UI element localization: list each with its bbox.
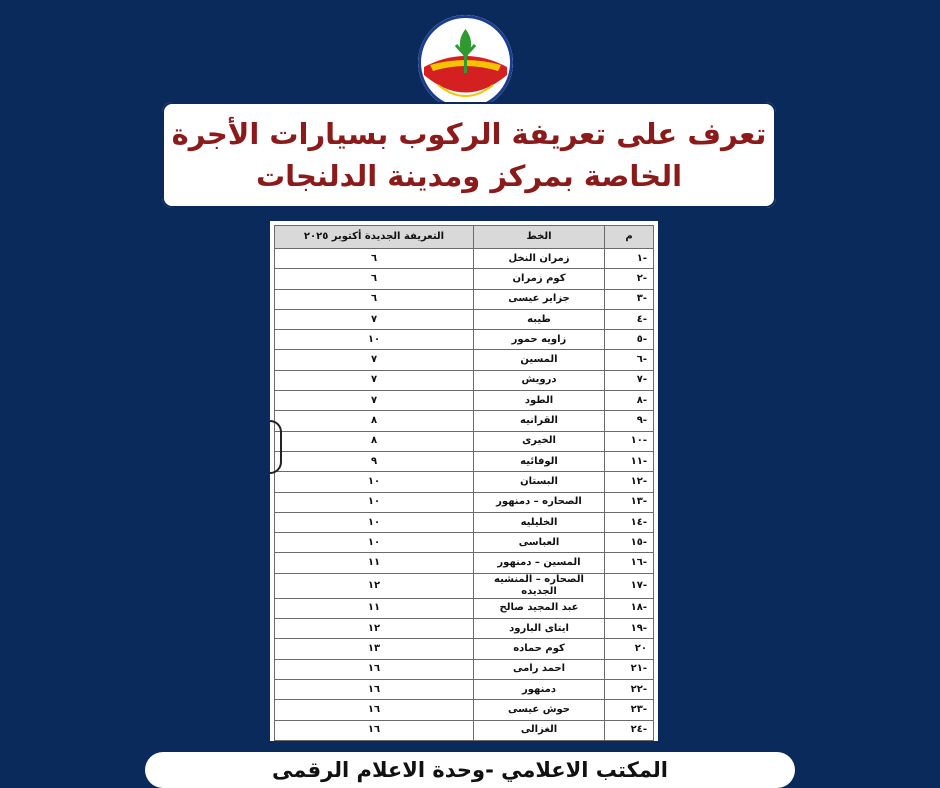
row-fare: ١١ (275, 598, 474, 618)
row-fare: ٧ (275, 350, 474, 370)
row-route: كوم زمران (474, 269, 605, 289)
table-row (275, 720, 654, 740)
table-row (275, 269, 654, 289)
row-route: الخليليه (474, 512, 605, 532)
fare-table-body (275, 249, 654, 741)
row-number: -١٢ (605, 472, 654, 492)
row-number: -١٣ (605, 492, 654, 512)
footer-bar (145, 752, 795, 788)
row-fare: ١٠ (275, 330, 474, 350)
row-number: -٣ (605, 289, 654, 309)
fare-table (274, 225, 654, 741)
table-row (275, 249, 654, 269)
row-number: -١٥ (605, 533, 654, 553)
row-fare: ١٠ (275, 472, 474, 492)
row-route: زاويه حمور (474, 330, 605, 350)
table-header-row (275, 226, 654, 249)
footer-text: المكتب الاعلامي -وحدة الاعلام الرقمى (272, 758, 668, 782)
row-number: ٢٠ (605, 639, 654, 659)
row-fare: ٦ (275, 269, 474, 289)
row-number: -١٤ (605, 512, 654, 532)
table-row (275, 679, 654, 699)
row-fare: ٨ (275, 431, 474, 451)
row-route: ايتاى البارود (474, 619, 605, 639)
row-route: الخيرى (474, 431, 605, 451)
row-number: -٢١ (605, 659, 654, 679)
row-route: العباسى (474, 533, 605, 553)
row-route: المسين – دمنهور (474, 553, 605, 573)
row-route: الصحاره – المنشيه الجديده (474, 573, 605, 598)
row-route: زمران النخل (474, 249, 605, 269)
row-number: -٢٢ (605, 679, 654, 699)
table-row (275, 553, 654, 573)
title-line-2: الخاصة بمركز ومدينة الدلنجات (255, 159, 683, 193)
row-number: -٦ (605, 350, 654, 370)
row-route: كوم حماده (474, 639, 605, 659)
page-binder-mark (270, 420, 282, 474)
row-number: -٢ (605, 269, 654, 289)
table-row (275, 370, 654, 390)
row-number: -١١ (605, 451, 654, 471)
fare-document-sheet (270, 221, 658, 741)
row-route: احمد رامى (474, 659, 605, 679)
header-fare: التعريفة الجديدة أكتوبر ٢٠٢٥ (275, 226, 474, 249)
row-fare: ١٣ (275, 639, 474, 659)
row-fare: ٩ (275, 451, 474, 471)
row-fare: ٨ (275, 411, 474, 431)
table-row (275, 598, 654, 618)
row-number: -١ (605, 249, 654, 269)
logo-emblem-icon (418, 15, 513, 110)
row-route: دمنهور (474, 679, 605, 699)
row-fare: ١٦ (275, 659, 474, 679)
row-number: -١٧ (605, 573, 654, 598)
row-fare: ٧ (275, 370, 474, 390)
row-number: -٧ (605, 370, 654, 390)
table-row (275, 659, 654, 679)
row-fare: ١٦ (275, 720, 474, 740)
table-row (275, 472, 654, 492)
row-route: طيبه (474, 309, 605, 329)
row-number: -١٠ (605, 431, 654, 451)
row-fare: ١٠ (275, 533, 474, 553)
table-row (275, 309, 654, 329)
row-number: -٢٣ (605, 700, 654, 720)
table-row (275, 350, 654, 370)
row-route: القرانيه (474, 411, 605, 431)
table-row (275, 533, 654, 553)
row-number: -٤ (605, 309, 654, 329)
header-route: الخط (474, 226, 605, 249)
row-fare: ١٠ (275, 492, 474, 512)
row-route: الغزالى (474, 720, 605, 740)
row-route: حوش عيسى (474, 700, 605, 720)
row-number: -١٩ (605, 619, 654, 639)
row-fare: ١٦ (275, 679, 474, 699)
table-row (275, 451, 654, 471)
row-fare: ١٢ (275, 619, 474, 639)
row-route: البستان (474, 472, 605, 492)
table-row (275, 411, 654, 431)
row-route: درويش (474, 370, 605, 390)
table-row (275, 619, 654, 639)
header-number: م (605, 226, 654, 249)
row-route: جزاير عيسى (474, 289, 605, 309)
table-row (275, 431, 654, 451)
row-fare: ٦ (275, 249, 474, 269)
row-fare: ٧ (275, 391, 474, 411)
table-row (275, 700, 654, 720)
table-row (275, 492, 654, 512)
table-row (275, 289, 654, 309)
row-route: عبد المجيد صالح (474, 598, 605, 618)
row-number: -٥ (605, 330, 654, 350)
row-route: الطود (474, 391, 605, 411)
table-row (275, 330, 654, 350)
governorate-logo (418, 15, 513, 110)
row-fare: ١٠ (275, 512, 474, 532)
row-fare: ١٢ (275, 573, 474, 598)
table-row (275, 512, 654, 532)
row-number: -٨ (605, 391, 654, 411)
row-route: الوفائيه (474, 451, 605, 471)
title-line-1: تعرف على تعريفة الركوب بسيارات الأجرة (171, 117, 767, 151)
title-card (162, 102, 776, 208)
table-row (275, 391, 654, 411)
row-fare: ١١ (275, 553, 474, 573)
table-row (275, 573, 654, 598)
row-fare: ١٦ (275, 700, 474, 720)
row-number: -٩ (605, 411, 654, 431)
row-route: المسين (474, 350, 605, 370)
row-fare: ٦ (275, 289, 474, 309)
row-number: -١٨ (605, 598, 654, 618)
row-number: -٢٤ (605, 720, 654, 740)
table-row (275, 639, 654, 659)
row-number: -١٦ (605, 553, 654, 573)
row-route: الصحاره – دمنهور (474, 492, 605, 512)
row-fare: ٧ (275, 309, 474, 329)
